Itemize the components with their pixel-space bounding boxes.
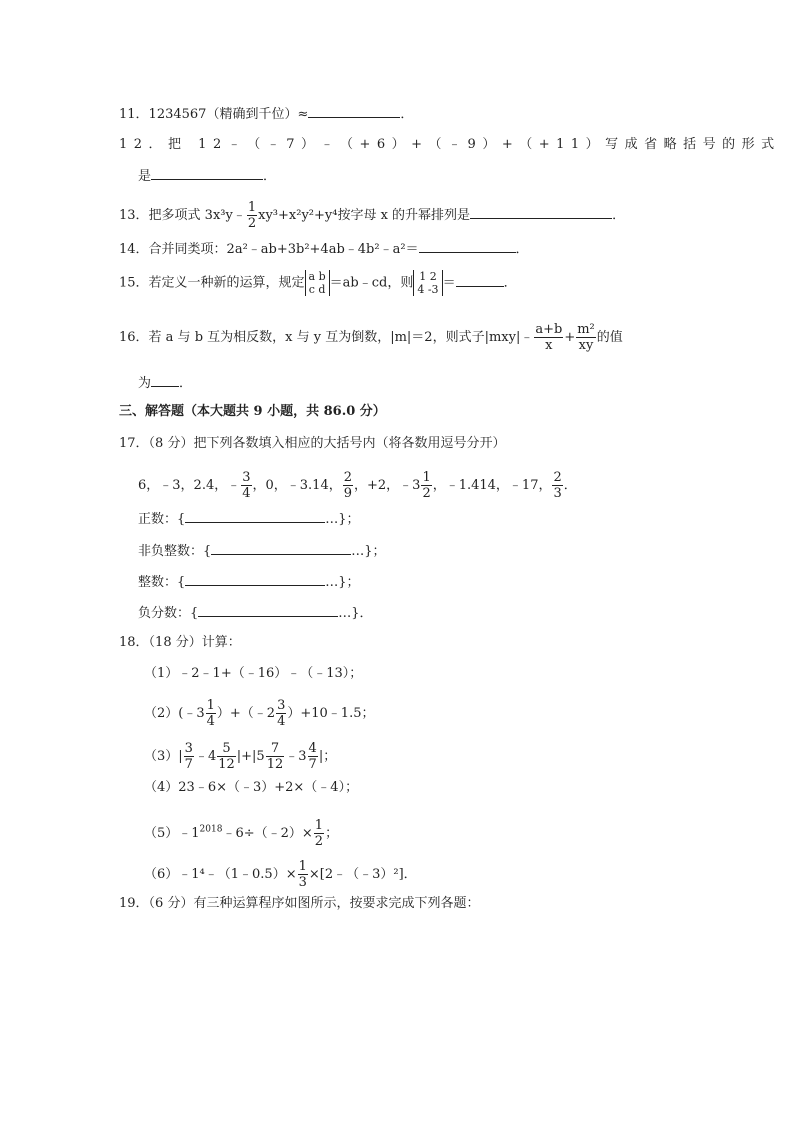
fraction: $\frac{5}{12}$ bbox=[218, 741, 235, 772]
question-16-line2: 为 ． bbox=[138, 376, 193, 391]
q18-part-4: （4）23﹣6×（﹣3）+2×（﹣4）； bbox=[144, 780, 359, 795]
fraction: $\frac{3}{4}$ bbox=[277, 698, 286, 729]
question-19: 19．（6 分）有三种运算程序如图所示，按要求完成下列各题： bbox=[119, 896, 480, 911]
q18-part-6: （6）﹣1⁴﹣（1﹣0.5）× $\frac{1}{3}$ ×[2﹣（﹣3）²]． bbox=[144, 859, 417, 890]
set-positive: 正数：{ …}； bbox=[138, 512, 360, 527]
question-11-text: 11．1234567（精确到千位）≈ bbox=[119, 107, 309, 122]
fraction: $\frac{1}{3}$ bbox=[298, 859, 307, 890]
answer-blank bbox=[185, 573, 325, 586]
question-14: 14．合并同类项：2a²﹣ab+3b²+4ab﹣4b²﹣a²＝ ． bbox=[119, 242, 529, 257]
answer-blank bbox=[151, 374, 179, 387]
determinant-example: 1 2 4 -3 bbox=[413, 270, 442, 296]
fraction: $\frac{1}{2}$ bbox=[314, 818, 324, 849]
fraction: $\frac{2}{9}$ bbox=[343, 470, 352, 501]
set-integer: 整数：{ …}； bbox=[138, 575, 360, 590]
section-heading: 三、解答题（本大题共 9 小题，共 86.0 分） bbox=[119, 404, 386, 419]
answer-blank bbox=[470, 206, 612, 219]
question-11: 11．1234567（精确到千位）≈ ． bbox=[119, 107, 414, 122]
answer-blank bbox=[211, 542, 351, 555]
set-negative-fraction: 负分数：{ …}． bbox=[138, 606, 373, 621]
question-15: 15．若定义一种新的运算，规定 a b c d ＝ab﹣cd，则 1 2 4 -3 ＝ ． bbox=[119, 270, 517, 296]
question-17-numbers: 6，﹣3，2.4，﹣ $\frac{3}{4}$ ，0，﹣3.14， $\frac{2}{9}$ ，+2，﹣3 $\frac{1}{2}$ ，﹣1.414，﹣17， $\frac{2}{3}$ ． bbox=[138, 470, 577, 501]
q18-part-3: （3）| $\frac{3}{7}$ ﹣4 $\frac{5}{12}$ |+|5 $\frac{7}{12}$ ﹣3 $\frac{4}{7}$ |； bbox=[144, 741, 337, 772]
question-16: 16．若 a 与 b 互为相反数，x 与 y 互为倒数，|m|＝2，则式子|mxy|﹣ $\frac{a+b}{x}$ + $\frac{\text{m²}}{xy}$ 的值 bbox=[119, 322, 623, 353]
fraction: $\frac{2}{3}$ bbox=[553, 470, 562, 501]
set-nonnegative-integer: 非负整数：{ …}； bbox=[138, 544, 386, 559]
q18-part-5: $(5)﹣1^{2018}﹣6\div(﹣2)\times$ $\frac{1}{2}$ ； bbox=[144, 818, 339, 849]
question-12-line2: 是 ． bbox=[138, 169, 277, 184]
fraction: $\frac{7}{12}$ bbox=[266, 741, 284, 772]
fraction: $\frac{1}{2}$ bbox=[247, 200, 257, 231]
fraction: $\frac{a+b}{x}$ bbox=[535, 322, 563, 353]
answer-blank bbox=[419, 240, 516, 253]
question-17-title: 17．（8 分）把下列各数填入相应的大括号内（将各数用逗号分开） bbox=[119, 436, 506, 451]
question-12 bbox=[119, 137, 781, 153]
fraction: $\frac{3}{4}$ bbox=[242, 470, 251, 501]
determinant-definition: a b c d bbox=[305, 270, 330, 296]
answer-blank bbox=[198, 604, 338, 617]
q18-part-1: （1）﹣2﹣1+（﹣16）﹣（﹣13）； bbox=[144, 666, 363, 681]
answer-blank bbox=[308, 105, 400, 118]
answer-blank bbox=[151, 167, 263, 180]
fraction: $\frac{1}{4}$ bbox=[206, 698, 215, 729]
fraction: $\frac{4}{7}$ bbox=[308, 741, 317, 772]
question-18-title: 18．（18 分）计算： bbox=[119, 635, 241, 650]
fraction: $\frac{3}{7}$ bbox=[184, 741, 193, 772]
answer-blank bbox=[456, 274, 504, 287]
question-12-text: 12．把 12﹣（﹣7）﹣（+6）+（﹣9）+（+11）写成省略括号的形式 bbox=[119, 137, 781, 152]
answer-blank bbox=[185, 510, 325, 523]
q18-part-2: （2）(﹣3 $\frac{1}{4}$ ）+（﹣2 $\frac{3}{4}$ ）+10﹣1.5； bbox=[144, 698, 375, 729]
question-13: 13．把多项式 3x³y﹣ $\frac{1}{2}$ xy³+x²y²+y⁴按字母 x 的升幂排列是 ． bbox=[119, 200, 626, 231]
fraction: $\frac{\text{m²}}{xy}$ bbox=[577, 322, 595, 353]
fraction: $\frac{1}{2}$ bbox=[422, 470, 431, 501]
